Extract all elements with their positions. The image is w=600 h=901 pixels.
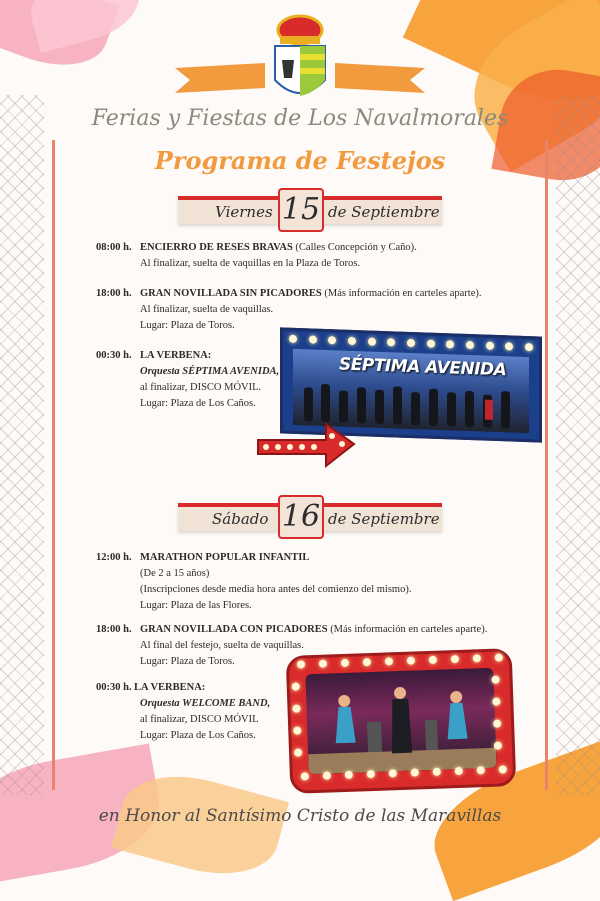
marquee-bulb <box>477 766 485 774</box>
marquee-bulb <box>385 657 393 665</box>
event-title: LA VERBENA: <box>134 682 206 693</box>
marquee-bulb <box>323 771 331 779</box>
event-title: ENCIERRO DE RESES BRAVAS <box>140 242 293 253</box>
marquee-bulb <box>492 698 500 706</box>
event-note: (Calles Concepción y Caño). <box>292 242 417 253</box>
marquee-bulb <box>319 660 327 668</box>
marquee-bulb <box>297 660 305 668</box>
event-title: MARATHON POPULAR INFANTIL <box>140 552 310 563</box>
event-time: 08:00 h. <box>96 242 132 253</box>
event-title: GRAN NOVILLADA SIN PICADORES <box>140 288 322 299</box>
coat-of-arms-icon <box>170 8 430 106</box>
event-detail: Lugar: Plaza de Los Caños. <box>140 398 256 409</box>
marquee-bulb <box>499 765 507 773</box>
weekday-label: Viernes <box>215 203 273 221</box>
band-name: SÉPTIMA AVENIDA <box>339 354 507 381</box>
marquee-bulb <box>294 748 302 756</box>
marquee-bulb <box>429 656 437 664</box>
right-lace-border <box>556 95 600 795</box>
festival-title: Ferias y Fiestas de Los Navalmorales <box>91 106 509 131</box>
event-time: 12:00 h. <box>96 552 132 563</box>
left-lace-border <box>0 95 44 795</box>
event-6 <box>96 680 270 744</box>
weekday-label: Sábado <box>212 510 269 528</box>
marquee-bulb <box>491 676 499 684</box>
left-frame-line <box>52 140 55 790</box>
footer-dedication: en Honor al Santísimo Cristo de las Maravillas <box>98 806 502 826</box>
event-note: (Más información en carteles aparte). <box>327 624 488 635</box>
event-detail: (Inscripciones desde media hora antes del comienzo del mismo). <box>140 584 412 595</box>
marquee-bulb <box>389 769 397 777</box>
right-frame-line <box>545 140 548 790</box>
event-time: 18:00 h. <box>96 624 132 635</box>
event-time: 00:30 h. <box>96 350 132 361</box>
marquee-bulb <box>292 705 300 713</box>
month-label: de Septiembre <box>328 510 440 528</box>
marquee-bulb <box>341 659 349 667</box>
marquee-bulb <box>433 768 441 776</box>
marquee-bulb <box>363 658 371 666</box>
marquee-bulb <box>455 767 463 775</box>
stage-performers <box>305 668 496 775</box>
month-label: de Septiembre <box>328 203 440 221</box>
event-detail: al finalizar, DISCO MÓVIL <box>140 714 259 725</box>
marquee-bulb <box>495 653 503 661</box>
marquee-bulb <box>493 720 501 728</box>
marquee-bulb <box>411 768 419 776</box>
event-detail: Lugar: Plaza de Los Caños. <box>140 730 256 741</box>
event-band: Orquesta SÉPTIMA AVENIDA, <box>140 366 280 377</box>
event-detail: Lugar: Plaza de Toros. <box>140 656 235 667</box>
event-detail: Al finalizar, suelta de vaquillas. <box>140 304 274 315</box>
marquee-bulb <box>494 741 502 749</box>
event-title: GRAN NOVILLADA CON PICADORES <box>140 624 328 635</box>
band-banner-welcome <box>286 648 517 794</box>
marquee-arrow-icon <box>256 414 356 470</box>
event-1 <box>96 240 417 272</box>
marquee-bulb <box>345 771 353 779</box>
event-detail: (De 2 a 15 años) <box>140 568 210 579</box>
event-note: (Más información en carteles aparte). <box>321 288 482 299</box>
event-detail: Lugar: Plaza de las Flores. <box>140 600 252 611</box>
event-3 <box>96 348 279 412</box>
marquee-bulb <box>301 772 309 780</box>
event-time: 00:30 h. <box>96 682 132 693</box>
stage-photo <box>305 668 496 775</box>
event-4 <box>96 550 411 614</box>
event-detail: Al finalizar, suelta de vaquillas en la Plaza de Toros. <box>140 258 360 269</box>
event-title: LA VERBENA: <box>140 350 212 361</box>
day-number: 15 <box>278 188 324 232</box>
event-detail: Al final del festejo, suelta de vaquillas. <box>140 640 304 651</box>
marquee-bulb <box>367 770 375 778</box>
marquee-bulb <box>293 726 301 734</box>
day-number: 16 <box>278 495 324 539</box>
marquee-bulb <box>473 654 481 662</box>
program-subtitle: Programa de Festejos <box>154 146 446 175</box>
event-band: Orquesta WELCOME BAND, <box>140 698 271 709</box>
event-time: 18:00 h. <box>96 288 132 299</box>
event-detail: Lugar: Plaza de Toros. <box>140 320 235 331</box>
marquee-bulb <box>451 655 459 663</box>
marquee-bulbs <box>289 335 533 352</box>
event-detail: al finalizar, DISCO MÓVIL. <box>140 382 262 393</box>
marquee-bulb <box>292 683 300 691</box>
marquee-bulb <box>407 656 415 664</box>
